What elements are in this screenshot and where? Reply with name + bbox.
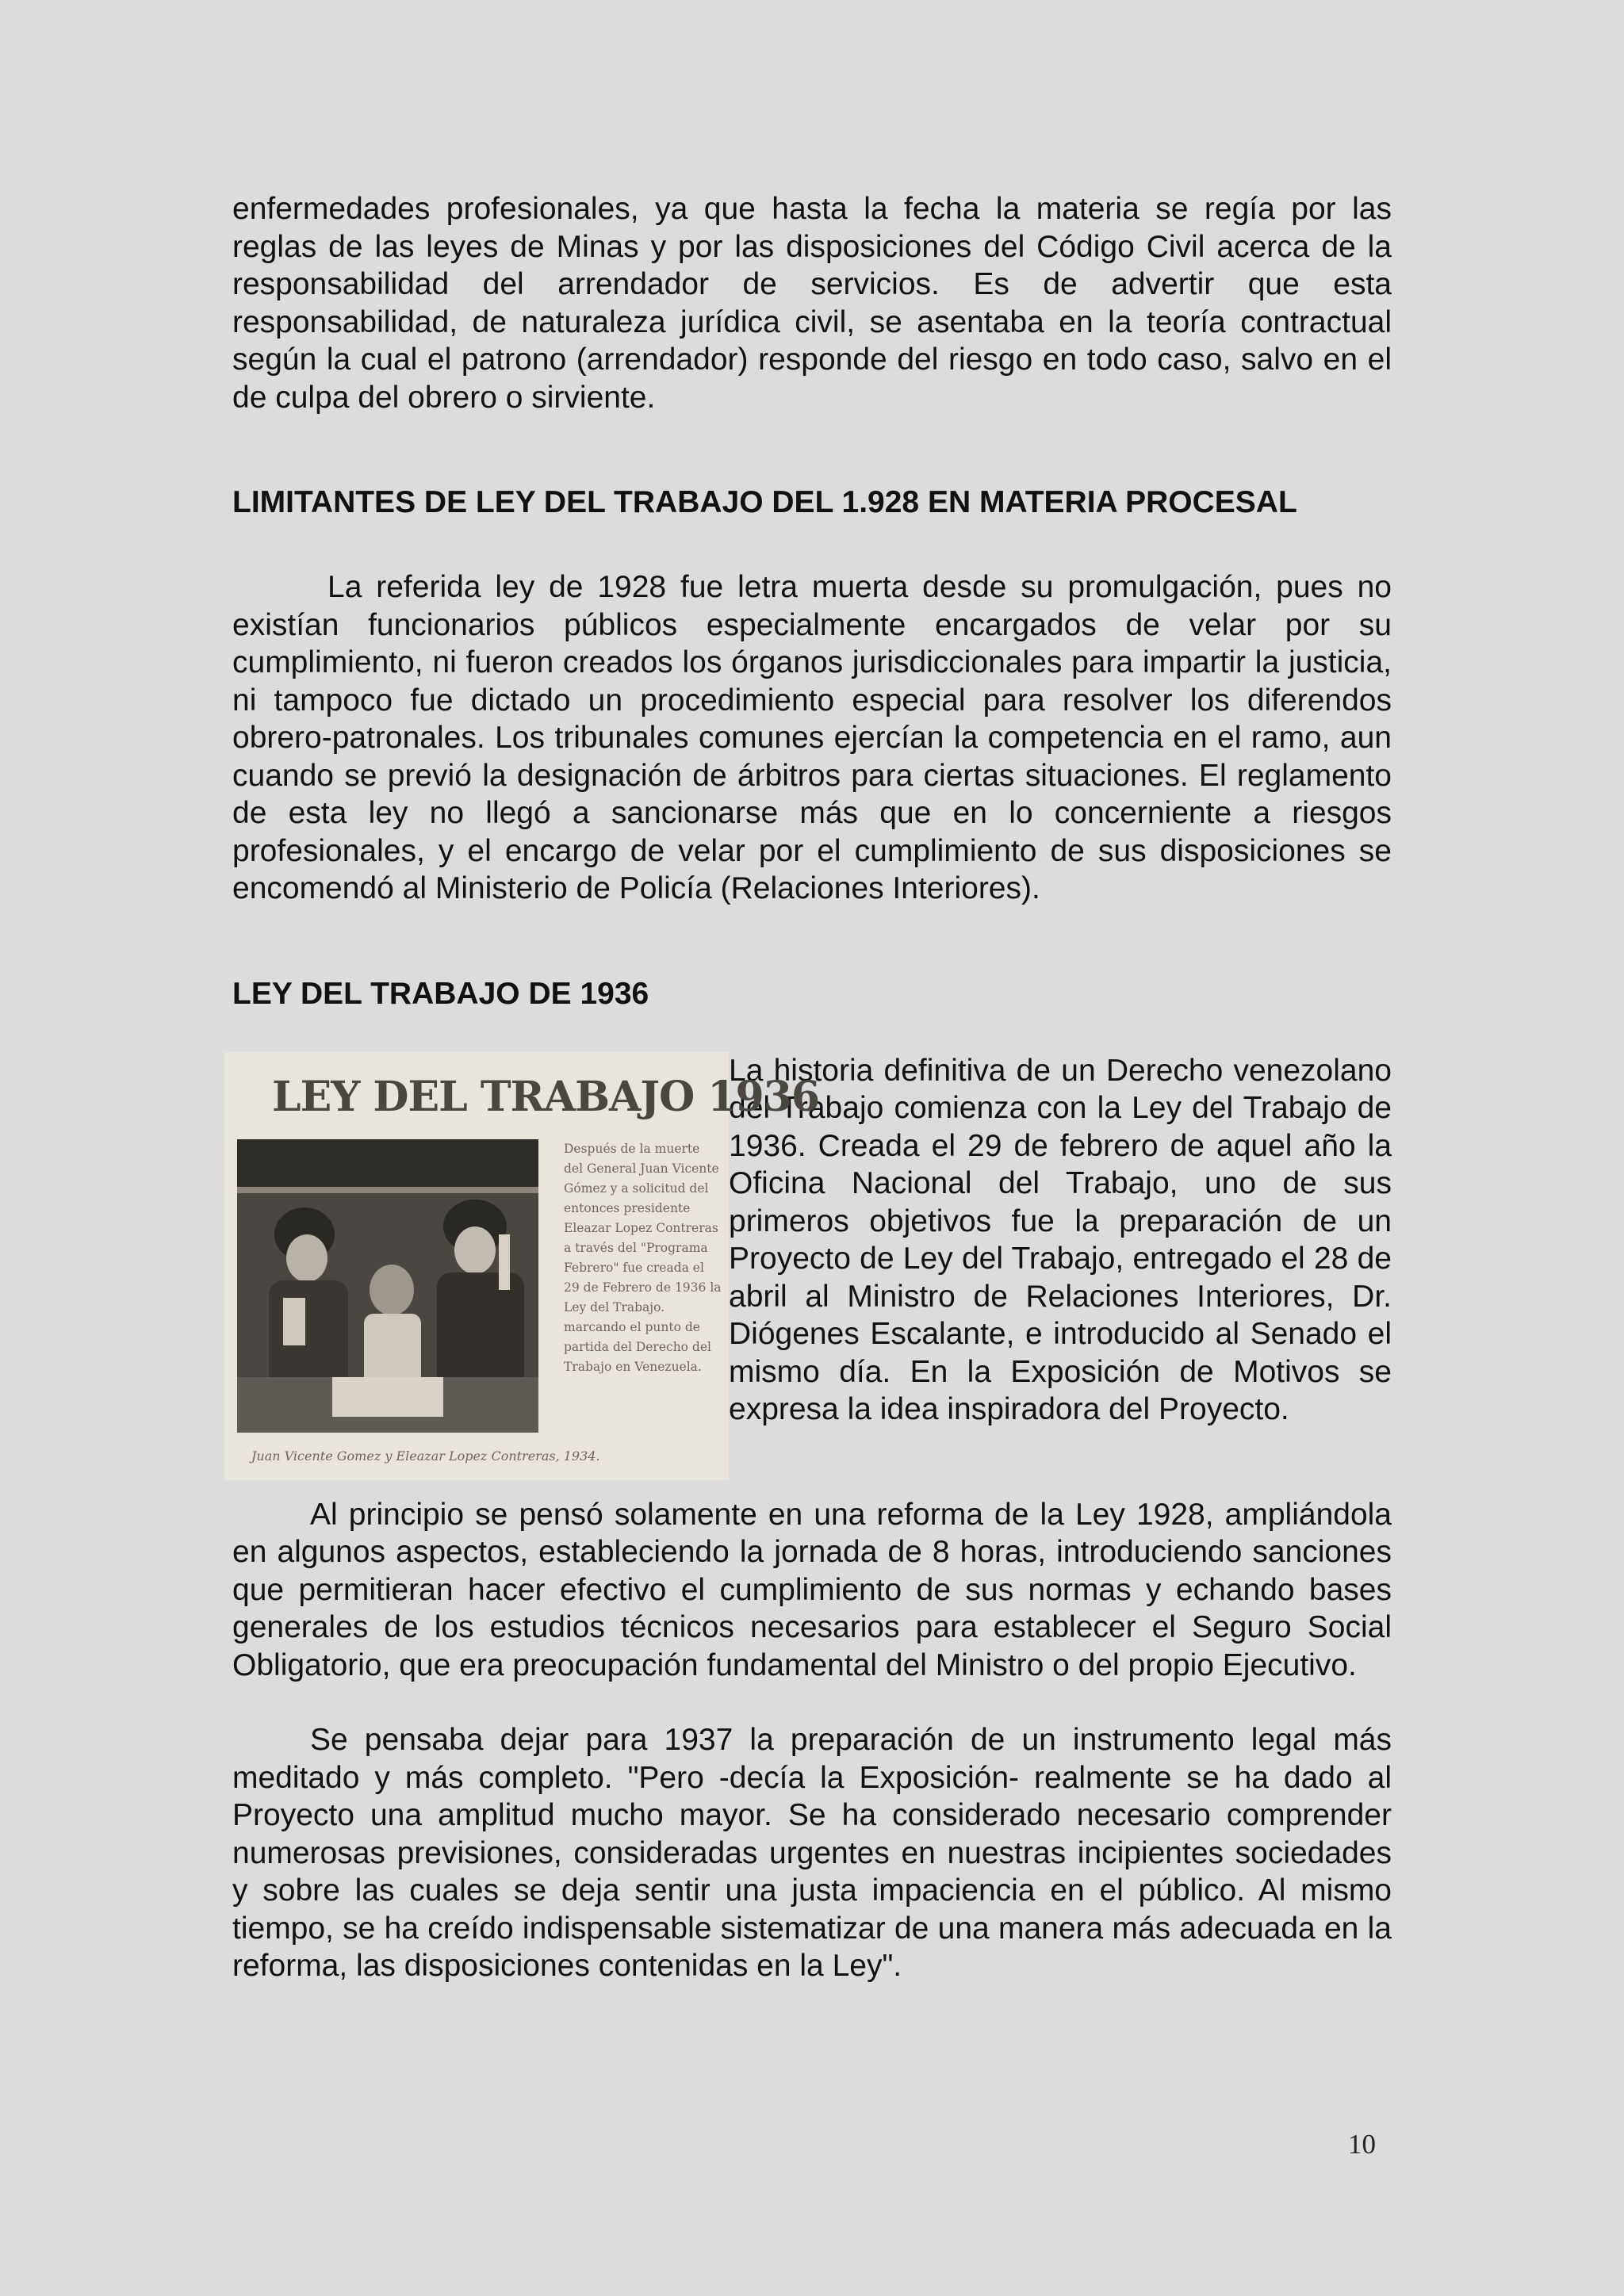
section-heading-ley-1936: LEY DEL TRABAJO DE 1936: [232, 976, 649, 1011]
paragraph-4: Al principio se pensó solamente en una reforma de la Ley 1928, ampliándola en algunos aspectos, estableciendo la jornada de 8 horas, introduciendo sanciones que permitieran hacer efectivo el cumplimiento de sus normas y echando bases generales de los estudios técnicos necesarios para establecer el Seguro Social Obligatorio, que era preocupación fundamental del Ministro o del propio Ejecutivo.: [232, 1497, 1392, 1682]
paragraph-1: enfermedades profesionales, ya que hasta la fecha la materia se regía por las reglas de las leyes de Minas y por las disposiciones del Código Civil acerca de la responsabilidad del arrendador de servicios. Es de advertir que esta responsabilidad, de naturaleza jurídica civil, se asentaba en la teoría contractual según la cual el patrono (arrendador) responde del riesgo en todo caso, salvo en el de culpa del obrero o sirviente.: [232, 192, 1392, 415]
figure-title: LEY DEL TRABAJO 1936: [272, 1072, 820, 1121]
historical-photo: [237, 1139, 538, 1433]
figure-bottom-caption: Juan Vicente Gomez y Eleazar Lopez Contreras, 1934.: [251, 1448, 600, 1464]
historical-newspaper-image: [224, 1052, 820, 1480]
figure-side-caption: Después de la muerte del General Juan Vicente Gómez y a solicitud del entonces presidente Eleazar Lopez Contreras a través del "Programa Febrero" fue creada el 29 de Febrero de 1936 la Ley del Trabajo. marcando el punto de partida del Derecho del Trabajo en Venezuela.: [564, 1141, 722, 1374]
page-number: 10: [1348, 2129, 1376, 2160]
document-page: [232, 190, 1392, 1985]
paragraph-3: La historia definitiva de un Derecho venezolano del Trabajo comienza con la Ley del Trabajo de 1936. Creada el 29 de febrero de aquel año la Oficina Nacional del Trabajo, uno de sus primeros objetivos fue la preparación de un Proyecto de Ley del Trabajo, entregado el 28 de abril al Ministro de Relaciones Interiores, Dr. Diógenes Escalante, e introducido al Senado el mismo día. En la Exposición de Motivos se expresa la idea inspiradora del Proyecto.: [729, 1053, 1392, 1426]
paragraph-5: Se pensaba dejar para 1937 la preparación de un instrumento legal más meditado y más completo. "Pero -decía la Exposición- realmente se ha dado al Proyecto una amplitud mucho mayor. Se ha considerado necesario comprender numerosas previsiones, consideradas urgentes en nuestras incipientes sociedades y sobre las cuales se deja sentir una justa impaciencia en el público. Al mismo tiempo, se ha creído indispensable sistematizar de una manera más adecuada en la reforma, las disposiciones contenidas en la Ley".: [232, 1723, 1392, 1983]
paragraph-2: La referida ley de 1928 fue letra muerta desde su promulgación, pues no existían funcionarios públicos especialmente encargados de velar por su cumplimiento, ni fueron creados los órganos jurisdiccionales para impartir la justicia, ni tampoco fue dictado un procedimiento especial para resolver los diferendos obrero-patronales. Los tribunales comunes ejercían la competencia en el ramo, aun cuando se previó la designación de árbitros para ciertas situaciones. El reglamento de esta ley no llegó a sancionarse más que en lo concerniente a riesgos profesionales, y el encargo de velar por el cumplimiento de sus disposiciones se encomendó al Ministerio de Policía (Relaciones Interiores).: [232, 570, 1392, 905]
figure-with-text: [232, 1052, 1392, 1480]
section-heading-limitantes: LIMITANTES DE LEY DEL TRABAJO DEL 1.928 EN MATERIA PROCESAL: [232, 485, 1297, 519]
